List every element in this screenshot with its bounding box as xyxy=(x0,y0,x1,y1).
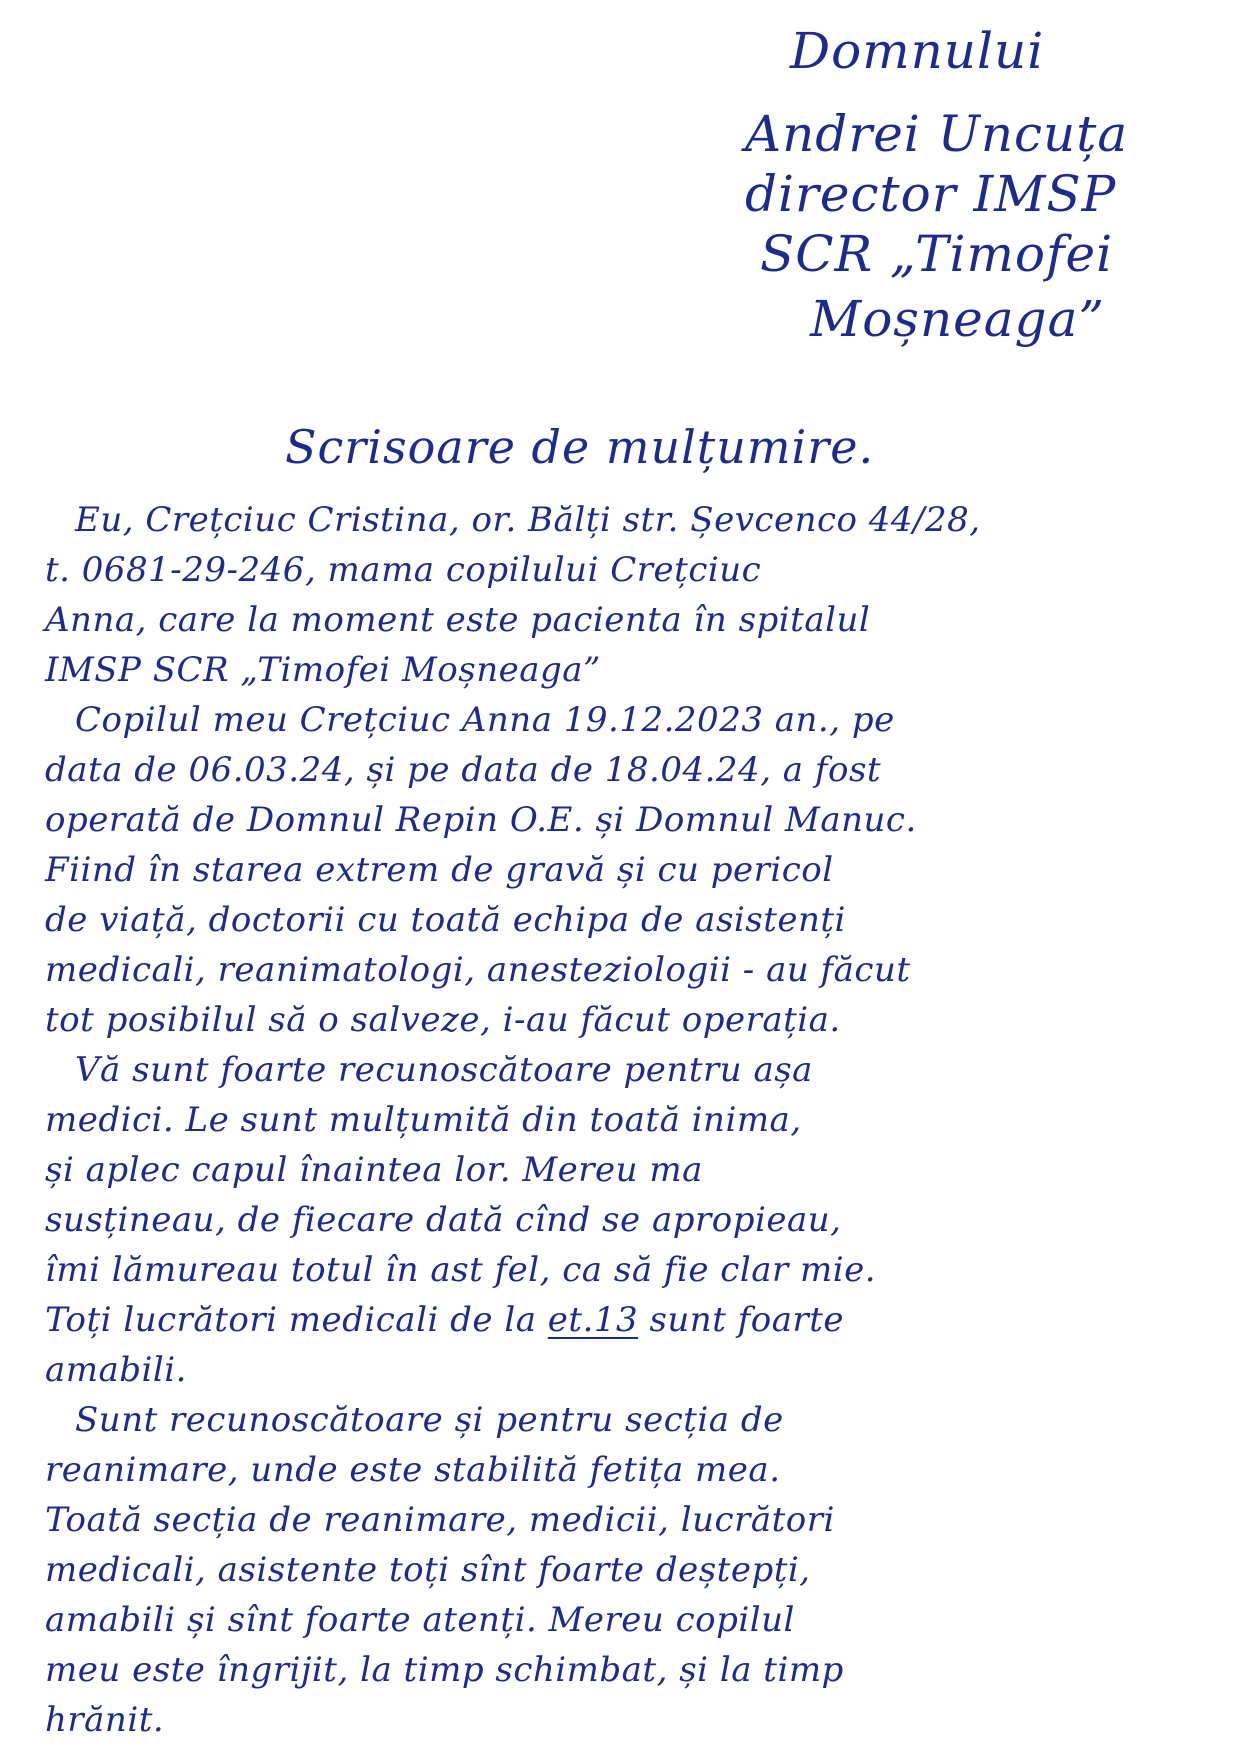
body-line: Copilul meu Crețciuc Anna 19.12.2023 an., pe xyxy=(75,700,895,740)
body-line: meu este îngrijit, la timp schimbat, și la timp xyxy=(45,1650,844,1690)
body-line: îmi lămureau totul în ast fel, ca să fie clar mie. xyxy=(45,1250,877,1290)
body-line: operată de Domnul Repin O.E. și Domnul Manuc. xyxy=(45,800,917,840)
body-line: Sunt recunoscătoare și pentru secția de xyxy=(75,1400,784,1440)
body-line: Toată secția de reanimare, medicii, lucrători xyxy=(45,1500,835,1540)
body-line: hrănit. xyxy=(45,1700,165,1740)
body-line: amabili și sînt foarte atenți. Mereu copilul xyxy=(45,1600,795,1640)
addressee-institution-2: Moșneaga” xyxy=(810,290,1105,348)
body-line: medici. Le sunt mulțumită din toată inima, xyxy=(45,1100,802,1140)
addressee-position: director IMSP xyxy=(745,165,1117,223)
letter-title: Scrisoare de mulțumire. xyxy=(285,420,875,474)
body-line: IMSP SCR „Timofei Moșneaga” xyxy=(45,650,601,690)
body-line-floor xyxy=(45,1300,844,1340)
addressee-institution-1: SCR „Timofei xyxy=(760,225,1114,283)
body-text: Toți lucrători medicali de la xyxy=(45,1300,548,1340)
body-line: Anna, care la moment este pacienta în spitalul xyxy=(45,600,871,640)
body-line: amabili. xyxy=(45,1350,187,1390)
body-line: de viață, doctorii cu toată echipa de asistenți xyxy=(45,900,846,940)
body-line: medicali, reanimatologi, anesteziologii - au făcut xyxy=(45,950,911,990)
addressee-line-1: Domnului xyxy=(790,22,1045,80)
body-line: reanimare, unde este stabilită fetița mea. xyxy=(45,1450,781,1490)
body-line: data de 06.03.24, și pe data de 18.04.24, a fost xyxy=(45,750,882,790)
body-line: Vă sunt foarte recunoscătoare pentru așa xyxy=(75,1050,813,1090)
addressee-name: Andrei Uncuța xyxy=(745,105,1129,163)
body-text: sunt foarte xyxy=(638,1300,845,1340)
body-line: Fiind în starea extrem de gravă și cu pericol xyxy=(45,850,834,890)
body-line: t. 0681-29-246, mama copilului Crețciuc xyxy=(45,550,762,590)
body-line: Eu, Crețciuc Cristina, or. Bălți str. Șevcenco 44/28, xyxy=(75,500,981,540)
body-line: tot posibilul să o salveze, i-au făcut operația. xyxy=(45,1000,841,1040)
body-line: medicali, asistente toți sînt foarte deștepți, xyxy=(45,1550,811,1590)
body-line: și aplec capul înaintea lor. Mereu ma xyxy=(45,1150,703,1190)
floor-number-underlined: et.13 xyxy=(547,1300,639,1340)
body-line: susțineau, de fiecare dată cînd se apropieau, xyxy=(45,1200,842,1240)
